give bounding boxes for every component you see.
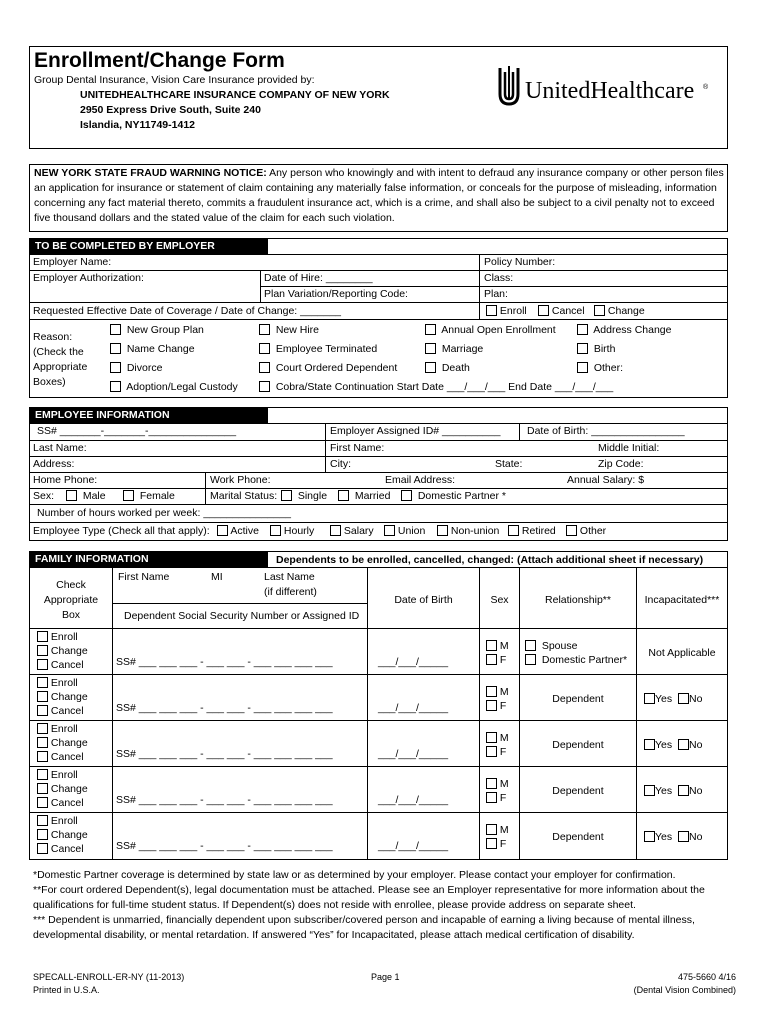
dep-change-option[interactable]: [37, 737, 88, 750]
employee-ssn[interactable]: SS# _______-_______-_______________: [37, 425, 237, 437]
incap-yes-label: Yes: [655, 831, 673, 843]
dep-change-option[interactable]: [37, 691, 88, 704]
dep-change-label: Change: [50, 645, 88, 657]
col-sex: Sex: [490, 594, 509, 606]
incap-yes-checkbox[interactable]: [644, 693, 655, 704]
dep-cancel-checkbox[interactable]: [37, 659, 48, 670]
plan-label: Plan:: [484, 288, 508, 300]
incap-no-label: No: [689, 831, 703, 843]
incap-no-label: No: [689, 693, 703, 705]
col-check-1: Check: [56, 579, 86, 591]
dep-incap-yes-option[interactable]: [644, 831, 672, 844]
reason-new-hire[interactable]: [259, 324, 319, 337]
dep-sex-f-option[interactable]: [486, 792, 506, 805]
employee-home-phone[interactable]: Home Phone:: [33, 474, 98, 486]
nonunion-label: Non-union: [450, 525, 500, 537]
fraud-line-4: five thousand dollars and the stated value of the claim for each such violation.: [34, 212, 395, 224]
reason-adoption[interactable]: [110, 381, 238, 394]
incap-no-checkbox[interactable]: [678, 693, 689, 704]
dep-ssn-field[interactable]: SS# ___ ___ ___ - ___ ___ - ___ ___ ___ ___: [116, 794, 333, 806]
other-type-label: Other: [579, 525, 607, 537]
reason-annual-open[interactable]: [425, 324, 556, 337]
annual-open-checkbox[interactable]: [425, 324, 436, 335]
other-type-checkbox[interactable]: [566, 525, 577, 536]
dep-spouse-option[interactable]: [525, 640, 577, 653]
type-active-option[interactable]: [217, 525, 259, 538]
dep-male-checkbox[interactable]: [486, 778, 497, 789]
fraud-text-1: Any person who knowingly and with intent to defraud any insurance company or other person files: [266, 167, 724, 179]
dep-cancel-option[interactable]: [37, 751, 84, 764]
cancel-option[interactable]: [538, 305, 585, 318]
employee-last-name[interactable]: Last Name:: [33, 442, 87, 454]
terminated-label: Employee Terminated: [275, 343, 378, 355]
birth-label: Birth: [593, 343, 616, 355]
dep-male-label: M: [499, 640, 509, 652]
employee-middle-initial[interactable]: Middle Initial:: [598, 442, 660, 454]
dep-incap-no-option[interactable]: [678, 693, 702, 706]
cobra-label: Cobra/State Continuation Start Date ___/___/___ End Date ___/___/___: [275, 381, 614, 393]
dep-enroll-label: Enroll: [50, 769, 78, 781]
dep-dob-field[interactable]: ___/___/_____: [378, 748, 449, 760]
birth-checkbox[interactable]: [577, 343, 588, 354]
change-option[interactable]: [594, 305, 645, 318]
col-check-3: Box: [61, 609, 81, 621]
dep-male-checkbox[interactable]: [486, 686, 497, 697]
married-label: Married: [354, 490, 391, 502]
employer-section-header: TO BE COMPLETED BY EMPLOYER: [30, 239, 268, 254]
employee-email[interactable]: Email Address:: [385, 474, 456, 486]
nonunion-checkbox[interactable]: [437, 525, 448, 536]
dep-enroll-option[interactable]: [37, 815, 78, 828]
type-nonunion-option[interactable]: [437, 525, 499, 538]
dep-change-label: Change: [50, 783, 88, 795]
dep-sex-f-option[interactable]: [486, 700, 506, 713]
company-address-1: 2950 Express Drive South, Suite 240: [80, 104, 261, 116]
dep-female-checkbox[interactable]: [486, 746, 497, 757]
hours-worked[interactable]: Number of hours worked per week: _______________: [37, 507, 291, 519]
form-title: Enrollment/Change Form: [34, 49, 285, 72]
dep-change-label: Change: [50, 691, 88, 703]
note-incapacitated-1: *** Dependent is unmarried, financially dependent upon subscriber/covered person and incapable of earning a living because of mental illness,: [33, 914, 695, 926]
death-checkbox[interactable]: [425, 362, 436, 373]
annual-open-label: Annual Open Enrollment: [441, 324, 556, 336]
dep-ssn-field[interactable]: SS# ___ ___ ___ - ___ ___ - ___ ___ ___ ___: [116, 748, 333, 760]
employer-auth-label: Employer Authorization:: [33, 272, 144, 284]
date-of-hire-label: Date of Hire: ________: [264, 272, 373, 284]
reason-divorce[interactable]: [110, 362, 162, 375]
marriage-checkbox[interactable]: [425, 343, 436, 354]
dep-cancel-checkbox[interactable]: [37, 843, 48, 854]
type-other-option[interactable]: [566, 525, 606, 538]
marital-status-label: Marital Status:: [210, 490, 278, 502]
incap-no-checkbox[interactable]: [678, 739, 689, 750]
type-retired-option[interactable]: [508, 525, 556, 538]
enroll-checkbox[interactable]: [486, 305, 497, 316]
dep-sex-f-option[interactable]: [486, 654, 506, 667]
dep-cancel-label: Cancel: [50, 843, 84, 855]
dep-change-label: Change: [50, 737, 88, 749]
dep-female-label: F: [499, 792, 507, 804]
new-hire-checkbox[interactable]: [259, 324, 270, 335]
policy-number-label: Policy Number:: [484, 256, 556, 268]
dep-dob-field[interactable]: ___/___/_____: [378, 656, 449, 668]
active-label: Active: [230, 525, 259, 537]
incap-no-checkbox[interactable]: [678, 831, 689, 842]
incap-yes-label: Yes: [655, 785, 673, 797]
reason-label-4: Boxes): [33, 376, 66, 388]
hourly-checkbox[interactable]: [270, 525, 281, 536]
employee-address[interactable]: Address:: [33, 458, 75, 470]
family-section-header: FAMILY INFORMATION: [30, 552, 268, 567]
dep-cancel-option[interactable]: [37, 843, 84, 856]
single-checkbox[interactable]: [281, 490, 292, 501]
dep-enroll-checkbox[interactable]: [37, 769, 48, 780]
requested-date-label: Requested Effective Date of Coverage / Date of Change: _______: [33, 305, 342, 317]
name-change-label: Name Change: [126, 343, 195, 355]
dep-female-checkbox[interactable]: [486, 700, 497, 711]
dep-incap-yes-option[interactable]: [644, 739, 672, 752]
male-checkbox[interactable]: [66, 490, 77, 501]
dep-sex-m-option[interactable]: [486, 686, 509, 699]
col-mi: MI: [211, 571, 223, 583]
dep-sex-m-option[interactable]: [486, 778, 509, 791]
dep-domestic-checkbox[interactable]: [525, 654, 536, 665]
address-change-label: Address Change: [593, 324, 672, 336]
dep-dob-field[interactable]: ___/___/_____: [378, 840, 449, 852]
company-name: UNITEDHEALTHCARE INSURANCE COMPANY OF NEW YORK: [80, 89, 390, 101]
type-union-option[interactable]: [384, 525, 425, 538]
dep-male-checkbox[interactable]: [486, 640, 497, 651]
plan-variation-label: Plan Variation/Reporting Code:: [264, 288, 408, 300]
married-checkbox[interactable]: [338, 490, 349, 501]
new-group-checkbox[interactable]: [110, 324, 121, 335]
footer-form-code: SPECALL-ENROLL-ER-NY (11-2013): [33, 972, 185, 982]
dep-enroll-label: Enroll: [50, 631, 78, 643]
dep-male-label: M: [499, 824, 509, 836]
incap-yes-label: Yes: [655, 693, 673, 705]
dep-enroll-label: Enroll: [50, 677, 78, 689]
type-salary-option[interactable]: [330, 525, 374, 538]
incap-no-checkbox[interactable]: [678, 785, 689, 796]
dep-female-checkbox[interactable]: [486, 654, 497, 665]
dep-domestic-label: Domestic Partner*: [541, 654, 628, 666]
dep-cancel-option[interactable]: [37, 659, 84, 672]
reason-cobra[interactable]: [259, 381, 613, 394]
dep-cancel-option[interactable]: [37, 797, 84, 810]
dep-enroll-label: Enroll: [50, 815, 78, 827]
dep-not-applicable: Not Applicable: [648, 647, 716, 659]
dep-dob-field[interactable]: ___/___/_____: [378, 702, 449, 714]
marital-domestic-option[interactable]: [401, 490, 506, 503]
dep-relationship: Dependent: [552, 739, 604, 751]
dep-male-label: M: [499, 732, 509, 744]
reason-birth[interactable]: [577, 343, 615, 356]
dep-enroll-checkbox[interactable]: [37, 631, 48, 642]
provided-by: Group Dental Insurance, Vision Care Insurance provided by:: [34, 74, 315, 86]
fraud-line-3: concerning any fact material thereto, commits a fraudulent insurance act, which is a crime, and shall also be subject to a civil penalty not to exceed: [34, 197, 715, 209]
dep-incap-yes-option[interactable]: [644, 693, 672, 706]
dep-sex-m-option[interactable]: [486, 732, 509, 745]
uhc-logo-icon: [497, 64, 521, 108]
dep-female-label: F: [499, 838, 507, 850]
dep-change-option[interactable]: [37, 829, 88, 842]
male-label: Male: [82, 490, 106, 502]
cobra-checkbox[interactable]: [259, 381, 270, 392]
adoption-label: Adoption/Legal Custody: [126, 381, 238, 393]
terminated-checkbox[interactable]: [259, 343, 270, 354]
female-checkbox[interactable]: [123, 490, 134, 501]
employee-zip[interactable]: Zip Code:: [598, 458, 644, 470]
note-incapacitated-2: developmental disability, or mental retardation. If answered “Yes” for Incapacitated, please attach medical certification of disability.: [33, 929, 635, 941]
incap-yes-checkbox[interactable]: [644, 831, 655, 842]
type-hourly-option[interactable]: [270, 525, 314, 538]
footer-printed: Printed in U.S.A.: [33, 985, 100, 995]
dep-cancel-checkbox[interactable]: [37, 797, 48, 808]
dep-relationship: Dependent: [552, 831, 604, 843]
dep-cancel-checkbox[interactable]: [37, 751, 48, 762]
sex-male-option[interactable]: [66, 490, 106, 503]
dep-change-option[interactable]: [37, 645, 88, 658]
incap-yes-checkbox[interactable]: [644, 785, 655, 796]
employee-dob[interactable]: Date of Birth: ________________: [527, 425, 685, 437]
spouse-checkbox[interactable]: [525, 640, 536, 651]
reason-address-change[interactable]: [577, 324, 671, 337]
reason-name-change[interactable]: [110, 343, 195, 356]
incap-no-label: No: [689, 739, 703, 751]
dep-enroll-checkbox[interactable]: [37, 815, 48, 826]
employer-assigned-id[interactable]: Employer Assigned ID# __________: [330, 425, 501, 437]
dep-ssn-field[interactable]: SS# ___ ___ ___ - ___ ___ - ___ ___ ___ ___: [116, 656, 333, 668]
salary-type-label: Salary: [343, 525, 374, 537]
name-change-checkbox[interactable]: [110, 343, 121, 354]
incap-yes-label: Yes: [655, 739, 673, 751]
col-if-different: (if different): [264, 586, 317, 598]
dep-male-label: M: [499, 778, 509, 790]
dep-incap-no-option[interactable]: [678, 739, 702, 752]
marriage-label: Marriage: [441, 343, 484, 355]
dep-relationship: Dependent: [552, 693, 604, 705]
salary-checkbox[interactable]: [330, 525, 341, 536]
employee-state[interactable]: State:: [495, 458, 523, 470]
change-checkbox[interactable]: [594, 305, 605, 316]
dep-female-label: F: [499, 746, 507, 758]
note-court-ordered-2: qualifications for full-time student status. If Dependent(s) does not reside with enrollee, please provide address on separate sheet.: [33, 899, 636, 911]
employee-type-label: Employee Type (Check all that apply):: [33, 525, 210, 537]
marital-single-option[interactable]: [281, 490, 327, 503]
reason-label-1: Reason:: [33, 331, 73, 343]
retired-label: Retired: [521, 525, 556, 537]
dep-ssn-field[interactable]: SS# ___ ___ ___ - ___ ___ - ___ ___ ___ ___: [116, 702, 333, 714]
new-hire-label: New Hire: [275, 324, 320, 336]
other-reason-checkbox[interactable]: [577, 362, 588, 373]
dep-enroll-option[interactable]: [37, 631, 78, 644]
col-dep-ssn: Dependent Social Security Number or Assigned ID: [124, 610, 360, 622]
fraud-line-2: an application for insurance or statement of claim containing any materially false information, or conceals for the purpose of misleading, information: [34, 182, 717, 194]
employee-salary[interactable]: Annual Salary: $: [567, 474, 645, 486]
dep-change-checkbox[interactable]: [37, 829, 48, 840]
dep-change-checkbox[interactable]: [37, 645, 48, 656]
uhc-logo-text: UnitedHealthcare: [525, 78, 695, 104]
dep-cancel-checkbox[interactable]: [37, 705, 48, 716]
dep-male-checkbox[interactable]: [486, 732, 497, 743]
reason-marriage[interactable]: [425, 343, 483, 356]
adoption-checkbox[interactable]: [110, 381, 121, 392]
dep-male-label: M: [499, 686, 509, 698]
dep-sex-f-option[interactable]: [486, 838, 506, 851]
dep-cancel-label: Cancel: [50, 751, 84, 763]
marital-married-option[interactable]: [338, 490, 390, 503]
reason-terminated[interactable]: [259, 343, 377, 356]
dep-incap-no-option[interactable]: [678, 831, 702, 844]
footer-doc-number: 475-5660 4/16: [677, 972, 736, 982]
note-domestic-partner: *Domestic Partner coverage is determined by state law or as determined by your employer. Please contact your employer for confirmation.: [33, 869, 676, 881]
incap-no-label: No: [689, 785, 703, 797]
company-address-2: Islandia, NY11749-1412: [80, 119, 195, 131]
sex-label: Sex:: [33, 490, 55, 502]
retired-checkbox[interactable]: [508, 525, 519, 536]
dep-domestic-option[interactable]: [525, 654, 627, 667]
note-court-ordered-1: **For court ordered Dependent(s), legal documentation must be attached. Please see an Employer representative for more information about the: [33, 884, 705, 896]
reason-court-ordered[interactable]: [259, 362, 397, 375]
domestic-partner-checkbox[interactable]: [401, 490, 412, 501]
dep-incap-yes-option[interactable]: [644, 785, 672, 798]
single-label: Single: [297, 490, 328, 502]
incap-yes-checkbox[interactable]: [644, 739, 655, 750]
new-group-label: New Group Plan: [126, 324, 204, 336]
dep-cancel-label: Cancel: [50, 797, 84, 809]
dep-enroll-label: Enroll: [50, 723, 78, 735]
dep-enroll-checkbox[interactable]: [37, 723, 48, 734]
cancel-checkbox[interactable]: [538, 305, 549, 316]
dep-change-checkbox[interactable]: [37, 737, 48, 748]
employer-name-label: Employer Name:: [33, 256, 112, 268]
change-label: Change: [607, 305, 645, 317]
footer-page: Page 1: [371, 972, 400, 982]
col-last-name: Last Name: [264, 571, 315, 583]
dep-male-checkbox[interactable]: [486, 824, 497, 835]
col-relationship: Relationship**: [545, 594, 611, 606]
sex-female-option[interactable]: [123, 490, 175, 503]
footer-combined: (Dental Vision Combined): [633, 985, 736, 995]
dep-enroll-checkbox[interactable]: [37, 677, 48, 688]
col-first-name: First Name: [118, 571, 170, 583]
dep-dob-field[interactable]: ___/___/_____: [378, 794, 449, 806]
employee-first-name[interactable]: First Name:: [330, 442, 385, 454]
dep-relationship: Dependent: [552, 785, 604, 797]
dep-sex-m-option[interactable]: [486, 640, 509, 653]
uhc-logo-mark: ®: [703, 84, 709, 91]
hourly-label: Hourly: [283, 525, 315, 537]
family-section-note: Dependents to be enrolled, cancelled, changed: (Attach additional sheet if necessary): [276, 554, 704, 566]
domestic-partner-label: Domestic Partner *: [417, 490, 506, 502]
address-change-checkbox[interactable]: [577, 324, 588, 335]
death-label: Death: [441, 362, 470, 374]
employee-section-header: EMPLOYEE INFORMATION: [30, 408, 268, 423]
spouse-label: Spouse: [541, 640, 578, 652]
dep-incap-no-option[interactable]: [678, 785, 702, 798]
dep-cancel-label: Cancel: [50, 659, 84, 671]
dep-female-label: F: [499, 654, 507, 666]
union-checkbox[interactable]: [384, 525, 395, 536]
reason-label-2: (Check the: [33, 346, 84, 358]
dep-sex-m-option[interactable]: [486, 824, 509, 837]
reason-death[interactable]: [425, 362, 470, 375]
reason-other[interactable]: [577, 362, 623, 375]
class-label: Class:: [484, 272, 514, 284]
dep-female-label: F: [499, 700, 507, 712]
enroll-label: Enroll: [499, 305, 527, 317]
divorce-label: Divorce: [126, 362, 163, 374]
dep-change-option[interactable]: [37, 783, 88, 796]
col-check-2: Appropriate: [43, 594, 99, 606]
enroll-option[interactable]: [486, 305, 527, 318]
col-incapacitated: Incapacitated***: [644, 594, 720, 606]
dep-change-checkbox[interactable]: [37, 691, 48, 702]
reason-label-3: Appropriate: [33, 361, 88, 373]
fraud-lead: NEW YORK STATE FRAUD WARNING NOTICE:: [34, 167, 267, 179]
uhc-logo: [497, 64, 712, 110]
fraud-line-1: [34, 167, 724, 180]
dep-change-checkbox[interactable]: [37, 783, 48, 794]
col-dob: Date of Birth: [394, 594, 453, 606]
dep-cancel-label: Cancel: [50, 705, 84, 717]
dep-cancel-option[interactable]: [37, 705, 84, 718]
union-label: Union: [397, 525, 426, 537]
employee-work-phone[interactable]: Work Phone:: [210, 474, 271, 486]
dep-ssn-field[interactable]: SS# ___ ___ ___ - ___ ___ - ___ ___ ___ ___: [116, 840, 333, 852]
court-ordered-checkbox[interactable]: [259, 362, 270, 373]
dep-female-checkbox[interactable]: [486, 792, 497, 803]
employee-city[interactable]: City:: [330, 458, 351, 470]
court-ordered-label: Court Ordered Dependent: [275, 362, 398, 374]
other-reason-label: Other:: [593, 362, 624, 374]
female-label: Female: [139, 490, 175, 502]
active-checkbox[interactable]: [217, 525, 228, 536]
reason-new-group[interactable]: [110, 324, 204, 337]
cancel-label: Cancel: [551, 305, 585, 317]
dep-enroll-option[interactable]: [37, 723, 78, 736]
dep-female-checkbox[interactable]: [486, 838, 497, 849]
divorce-checkbox[interactable]: [110, 362, 121, 373]
dep-sex-f-option[interactable]: [486, 746, 506, 759]
dep-enroll-option[interactable]: [37, 769, 78, 782]
dep-enroll-option[interactable]: [37, 677, 78, 690]
dep-change-label: Change: [50, 829, 88, 841]
